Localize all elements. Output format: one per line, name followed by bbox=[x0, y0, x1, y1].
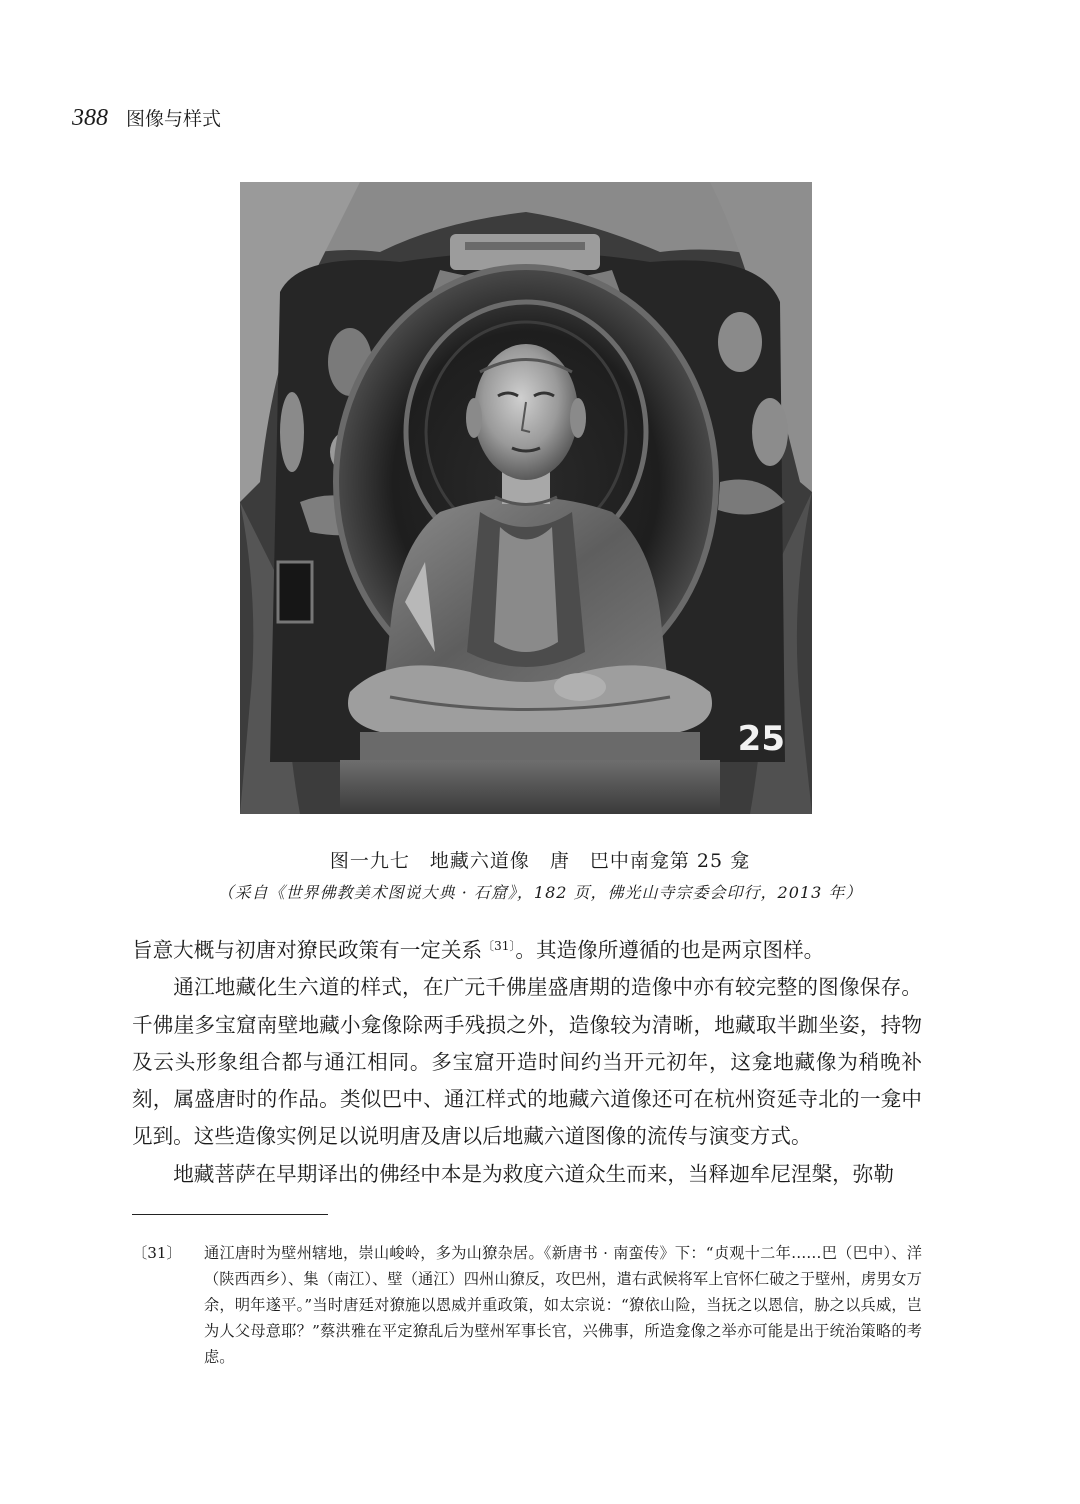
body-paragraph-3: 地藏菩萨在早期译出的佛经中本是为救度六道众生而来，当释迦牟尼涅槃，弥勒 bbox=[173, 1161, 894, 1186]
running-title: 图像与样式 bbox=[126, 108, 222, 130]
body-text bbox=[132, 928, 922, 1193]
footnote-divider bbox=[132, 1214, 328, 1215]
figure-caption-title: 图一九七 地藏六道像 唐 巴中南龛第 25 龛 bbox=[329, 850, 751, 872]
buddha-statue-photo-icon bbox=[240, 182, 812, 814]
figure-caption-source: （采自《世界佛教美术图说大典 · 石窟》，182 页，佛光山寺宗委会印行，2013 年） bbox=[217, 883, 863, 902]
body-paragraph-2: 通江地藏化生六道的样式，在广元千佛崖盛唐期的造像中亦有较完整的图像保存。千佛崖多宝窟南壁地藏小龛像除两手残损之外，造像较为清晰，地藏取半跏坐姿，持物及云头形象组合都与通江相同。多宝窟开造时间约当开元初年，这龛地藏像为稍晚补刻，属盛唐时的作品。类似巴中、通江样式的地藏六道像还可在杭州资延寺北的一龛中见到。这些造像实例足以说明唐及唐以后地藏六道图像的流传与演变方式。 bbox=[132, 975, 922, 1149]
figure-photo bbox=[240, 182, 812, 814]
footnote-marker: 〔31〕 bbox=[132, 1244, 182, 1262]
paragraph-text: 旨意大概与初唐对獠民政策有一定关系 bbox=[132, 938, 483, 962]
paragraph-text: 。其造像所遵循的也是两京图样。 bbox=[515, 938, 825, 962]
body-paragraph-1 bbox=[132, 928, 922, 969]
running-header bbox=[72, 104, 221, 140]
footnote bbox=[132, 1240, 922, 1370]
footnote-text: 通江唐时为壁州辖地，崇山峻岭，多为山獠杂居。《新唐书 · 南蛮传》下：“贞观十二年……巴（巴中）、洋（陕西西乡）、集（南江）、壁（通江）四州山獠反，攻巴州，遣右武候将军上官怀仁破之于壁州，虏男女万余，明年遂平。”当时唐廷对獠施以恩威并重政策，如太宗说：“獠依山险，当抚之以恩信，胁之以兵威，岂为人父母意耶？”蔡洪雅在平定獠乱后为壁州军事长官，兴佛事，所造龛像之举亦可能是出于统治策略的考虑。 bbox=[204, 1244, 922, 1366]
footnote-ref: 〔31〕 bbox=[482, 939, 516, 953]
page-number: 388 bbox=[72, 105, 108, 131]
niche-number: 25 bbox=[737, 719, 785, 759]
